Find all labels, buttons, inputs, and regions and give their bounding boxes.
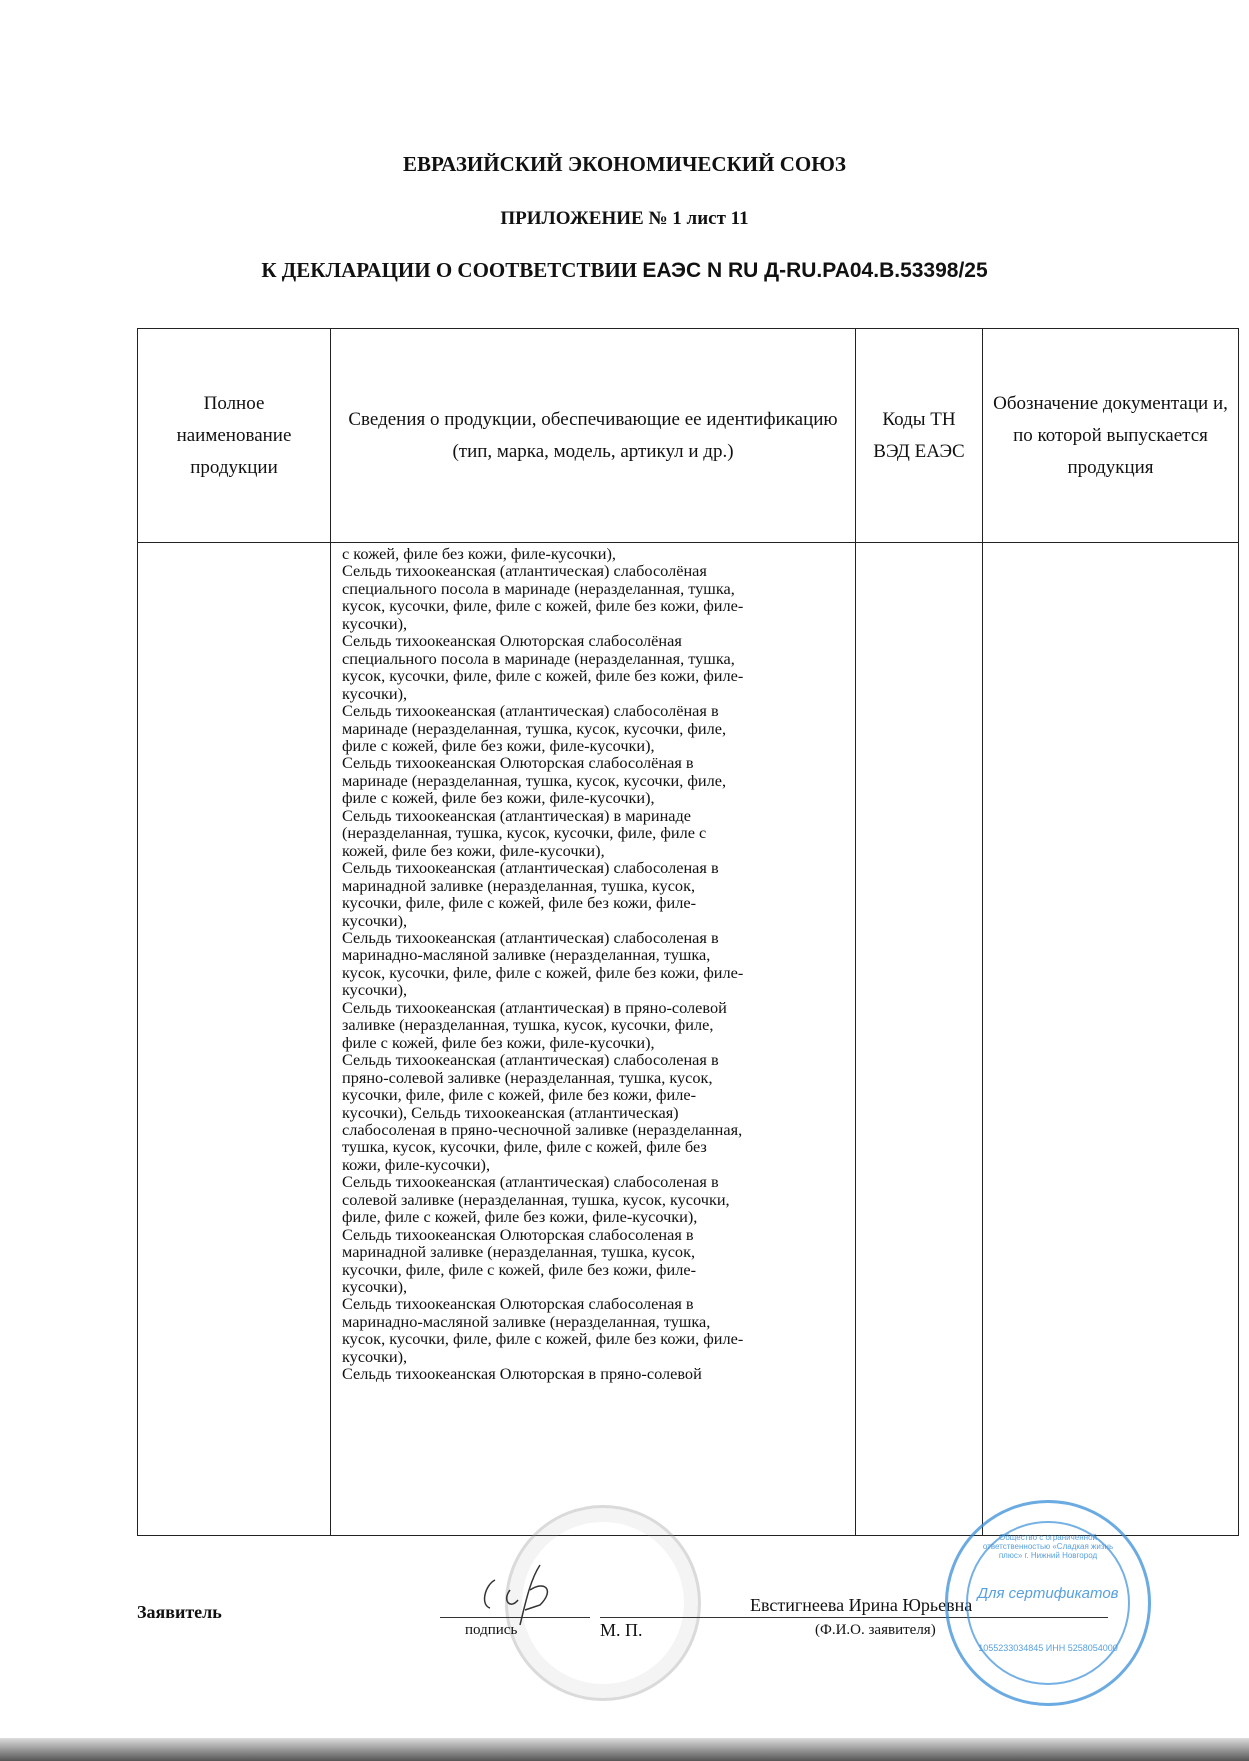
details-line: Сельдь тихоокеанская Олюторская слабосолёная в [342, 753, 694, 773]
appendix-title: ПРИЛОЖЕНИЕ № 1 лист 11 [500, 208, 749, 229]
details-line: солевой заливке (неразделанная, тушка, кусок, кусочки, [342, 1189, 730, 1209]
details-line: маринаде (неразделанная, тушка, кусок, кусочки, филе, [342, 770, 727, 790]
union-title: ЕВРАЗИЙСКИЙ ЭКОНОМИЧЕСКИЙ СОЮЗ [403, 152, 846, 176]
details-line: тушка, кусок, кусочки, филе, филе с кожей, филе без [342, 1137, 707, 1157]
details-line: кусочки), [342, 613, 408, 633]
col-header-docs: Обозначение документаци и, по которой выпускается продукция [983, 329, 1239, 543]
applicant-label: Заявитель [137, 1602, 222, 1622]
details-line: филе с кожей, филе без кожи, филе-кусочки), [342, 788, 655, 808]
details-line: маринадной заливке (неразделанная, тушка, кусок, [342, 875, 696, 895]
details-line: Сельдь тихоокеанская (атлантическая) слабосолёная в [342, 701, 719, 721]
details-line: кусочки, филе, филе с кожей, филе без кожи, филе- [342, 1259, 697, 1279]
declaration-number: ЕАЭС N RU Д-RU.PA04.B.53398/25 [642, 259, 988, 282]
stamp-outer-text: Общество с ограниченной ответственностью «Сладкая жизнь плюс» г. Нижний Новгород [982, 1533, 1114, 1560]
applicant-name: Евстигнеева Ирина Юрьевна [750, 1595, 973, 1615]
details-line: Сельдь тихоокеанская (атлантическая) слабосоленая в [342, 1050, 719, 1070]
cell-docs [983, 543, 1239, 1536]
details-line: кусочки), Сельдь тихоокеанская (атлантическая) [342, 1102, 679, 1122]
details-line: кусок, кусочки, филе, филе с кожей, филе без кожи, филе- [342, 666, 744, 686]
details-line: Сельдь тихоокеанская Олюторская слабосолёная [342, 631, 682, 651]
handwritten-signature [470, 1560, 580, 1630]
details-line: кусок, кусочки, филе, филе с кожей, филе без кожи, филе- [342, 596, 744, 616]
details-line: маринадно-масляной заливке (неразделанная, тушка, [342, 945, 711, 965]
col-header-codes: Коды ТН ВЭД ЕАЭС [856, 329, 983, 543]
details-line: кусочки), [342, 1277, 408, 1297]
details-line: кусочки, филе, филе с кожей, филе без кожи, филе- [342, 893, 697, 913]
table-row [138, 543, 1239, 1536]
details-line: Сельдь тихоокеанская (атлантическая) слабосоленая в [342, 1172, 719, 1192]
declaration-prefix: К ДЕКЛАРАЦИИ О СООТВЕТСТВИИ [261, 258, 643, 282]
details-line: филе, филе с кожей, филе без кожи, филе-кусочки), [342, 1207, 698, 1227]
details-line: кожи, филе-кусочки), [342, 1154, 491, 1174]
signature-caption: подпись [465, 1622, 518, 1638]
signature-line [440, 1617, 590, 1618]
cell-codes [856, 543, 983, 1536]
details-line: филе с кожей, филе без кожи, филе-кусочки), [342, 1032, 655, 1052]
details-line: пряно-солевой заливке (неразделанная, тушка, кусок, [342, 1067, 713, 1087]
details-line: кусочки), [342, 980, 408, 1000]
table-header-row [138, 329, 1239, 543]
details-line: заливке (неразделанная, тушка, кусок, кусочки, филе, [342, 1015, 714, 1035]
stamp-inn: ИНН 5258054000 [1045, 1643, 1118, 1653]
details-line: слабосоленая в пряно-чесночной заливке (неразделанная, [342, 1119, 743, 1139]
col-header-name: Полное наименование продукции [138, 329, 331, 543]
details-line: (неразделанная, тушка, кусок, кусочки, филе, филе с [342, 823, 707, 843]
company-stamp [945, 1500, 1151, 1706]
details-line: маринадной заливке (неразделанная, тушка, кусок, [342, 1242, 696, 1262]
details-line: кусочки), [342, 1346, 408, 1366]
details-line: с кожей, филе без кожи, филе-кусочки), [342, 544, 616, 563]
stamp-ogrn: 1055233034845 [978, 1643, 1044, 1653]
details-line: маринадно-масляной заливке (неразделанная, тушка, [342, 1311, 711, 1331]
declaration-title [0, 258, 1249, 283]
cell-details [331, 543, 856, 1536]
name-caption: (Ф.И.О. заявителя) [815, 1622, 936, 1638]
details-line: Сельдь тихоокеанская (атлантическая) в маринаде [342, 805, 692, 825]
details-line: Сельдь тихоокеанская Олюторская в пряно-солевой [342, 1364, 702, 1384]
details-line: Сельдь тихоокеанская (атлантическая) слабосолёная [342, 561, 707, 581]
seal-caption: М. П. [600, 1620, 643, 1640]
details-line: филе с кожей, филе без кожи, филе-кусочки), [342, 735, 655, 755]
details-line: специального посола в маринаде (неразделанная, тушка, [342, 648, 735, 668]
details-line: Сельдь тихоокеанская (атлантическая) слабосоленая в [342, 927, 719, 947]
details-line: Сельдь тихоокеанская (атлантическая) слабосоленая в [342, 858, 719, 878]
scan-edge [0, 1738, 1249, 1761]
details-line: кусочки), [342, 910, 408, 930]
cell-name [138, 543, 331, 1536]
details-line: специального посола в маринаде (неразделанная, тушка, [342, 578, 735, 598]
stamp-center-text: Для сертификатов [977, 1585, 1119, 1602]
stamp-ids [948, 1643, 1148, 1653]
details-line: Сельдь тихоокеанская Олюторская слабосоленая в [342, 1224, 694, 1244]
details-line: кусочки, филе, филе с кожей, филе без кожи, филе- [342, 1085, 697, 1105]
details-line: Сельдь тихоокеанская (атлантическая) в пряно-солевой [342, 997, 727, 1017]
details-line: маринаде (неразделанная, тушка, кусок, кусочки, филе, [342, 718, 727, 738]
details-line: кожей, филе без кожи, филе-кусочки), [342, 840, 605, 860]
products-table [137, 328, 1239, 1536]
details-line: кусочки), [342, 683, 408, 703]
details-line: Сельдь тихоокеанская Олюторская слабосоленая в [342, 1294, 694, 1314]
details-line: кусок, кусочки, филе, филе с кожей, филе без кожи, филе- [342, 962, 744, 982]
details-line: кусок, кусочки, филе, филе с кожей, филе без кожи, филе- [342, 1329, 744, 1349]
col-header-details: Сведения о продукции, обеспечивающие ее идентификацию (тип, марка, модель, артикул и др.) [331, 329, 856, 543]
